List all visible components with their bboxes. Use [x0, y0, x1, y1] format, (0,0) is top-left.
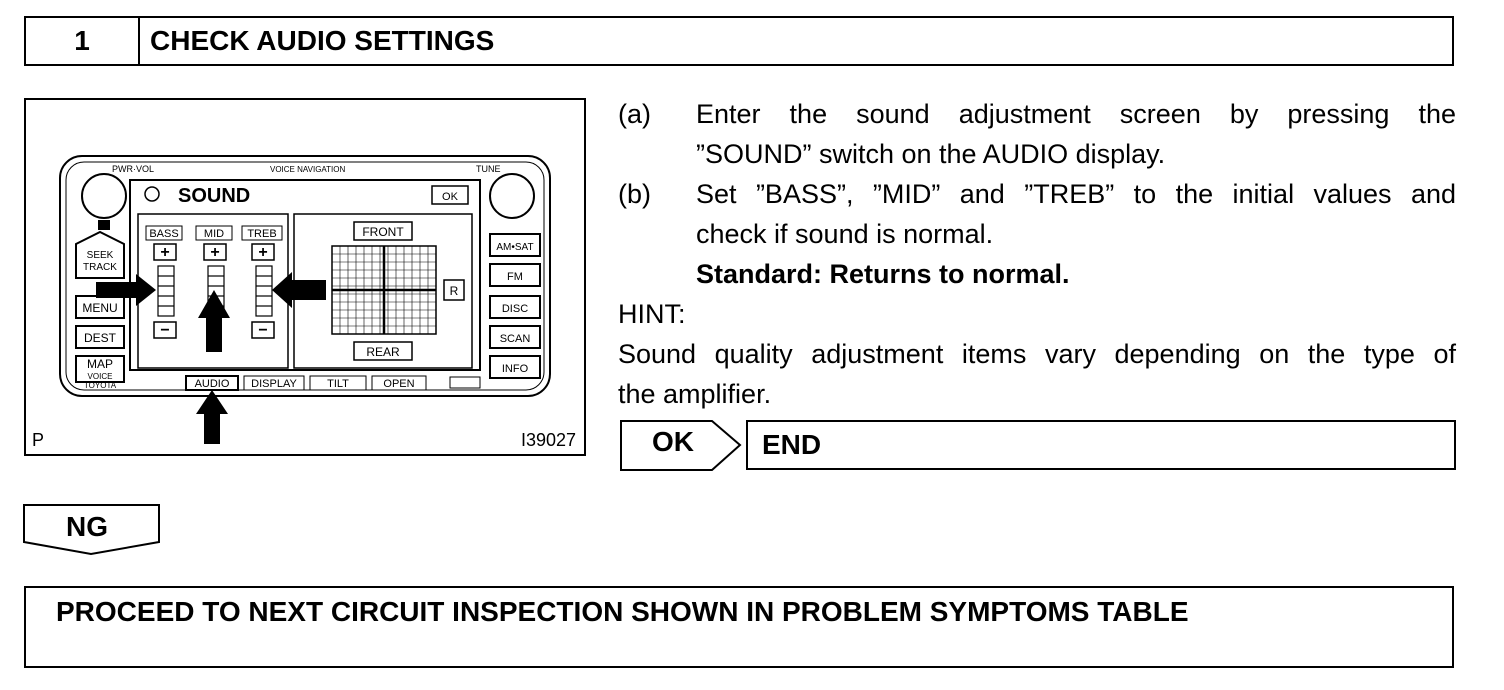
svg-text:−: −: [160, 322, 170, 339]
svg-text:AUDIO: AUDIO: [194, 378, 230, 390]
bass-label: BASS: [149, 228, 179, 240]
step-header: [24, 16, 1454, 66]
end-box: [746, 420, 1456, 470]
svg-text:AM•SAT: AM•SAT: [496, 242, 534, 253]
right-button: R: [449, 284, 459, 298]
ok-label: OK: [652, 426, 694, 457]
figure-corner-label: P: [32, 430, 45, 450]
proceed-text: PROCEED TO NEXT CIRCUIT INSPECTION SHOWN IN PROBLEM SYMPTOMS TABLE: [56, 596, 1189, 627]
standard-text: Standard: Returns to normal.: [696, 259, 1070, 289]
svg-text:DEST: DEST: [83, 331, 117, 345]
sound-icon: [145, 187, 159, 201]
mid-label: MID: [203, 228, 225, 240]
step-a-line1: Enter the sound adjustment screen by pressing the: [696, 99, 1456, 129]
ng-label: NG: [66, 511, 108, 542]
step-b-label: (b): [618, 179, 651, 209]
proceed-box: [24, 586, 1454, 668]
step-b-line1: Set ”BASS”, ”MID” and ”TREB” to the initial values and: [696, 179, 1456, 209]
svg-text:VOICE: VOICE: [87, 372, 113, 381]
svg-text:SEEK: SEEK: [86, 250, 114, 261]
svg-text:SCAN: SCAN: [499, 333, 531, 345]
treb-label: TREB: [247, 228, 277, 240]
svg-text:DISPLAY: DISPLAY: [251, 378, 297, 390]
hint-line2: the amplifier.: [618, 379, 772, 409]
svg-text:−: −: [258, 322, 268, 339]
audio-panel-figure: [24, 98, 586, 456]
label-pwr-vol: PWR·VOL: [112, 164, 155, 174]
svg-text:MENU: MENU: [82, 301, 118, 315]
screen-title: SOUND: [178, 185, 251, 207]
svg-text:MAP: MAP: [86, 357, 114, 371]
svg-text:+: +: [258, 244, 268, 261]
svg-text:TRACK: TRACK: [83, 262, 117, 273]
volume-knob-icon: [82, 174, 126, 218]
hint-line1: Sound quality adjustment items vary depending on the type of: [618, 339, 1456, 369]
svg-text:+: +: [210, 244, 220, 261]
brand-label: TOYOTA: [83, 381, 117, 390]
step-b-line2: check if sound is normal.: [696, 219, 994, 249]
hint-label: HINT:: [618, 299, 686, 329]
figure-id: I39027: [520, 430, 576, 450]
display-screen: [130, 180, 480, 370]
audio-arrow-icon: [196, 390, 228, 444]
svg-text:+: +: [160, 244, 170, 261]
treb-arrow-icon: [272, 272, 326, 308]
end-label: END: [762, 429, 822, 460]
svg-text:OK: OK: [442, 191, 458, 203]
svg-text:INFO: INFO: [501, 363, 529, 375]
svg-text:OPEN: OPEN: [383, 378, 415, 390]
step-number: 1: [26, 18, 140, 64]
step-title: CHECK AUDIO SETTINGS: [150, 25, 495, 56]
svg-text:TILT: TILT: [327, 378, 349, 390]
label-tune: TUNE: [476, 164, 501, 174]
rear-button: REAR: [366, 345, 400, 359]
tune-knob-icon: [490, 174, 534, 218]
front-button: FRONT: [362, 225, 404, 239]
step-a-label: (a): [618, 99, 651, 129]
mid-arrow-icon: [198, 290, 230, 352]
svg-text:FM: FM: [507, 271, 523, 283]
svg-text:DISC: DISC: [501, 303, 529, 315]
label-voice-navigation: VOICE NAVIGATION: [270, 165, 346, 174]
step-a-line2: ”SOUND” switch on the AUDIO display.: [696, 139, 1166, 169]
audio-panel-illustration: [26, 100, 584, 454]
